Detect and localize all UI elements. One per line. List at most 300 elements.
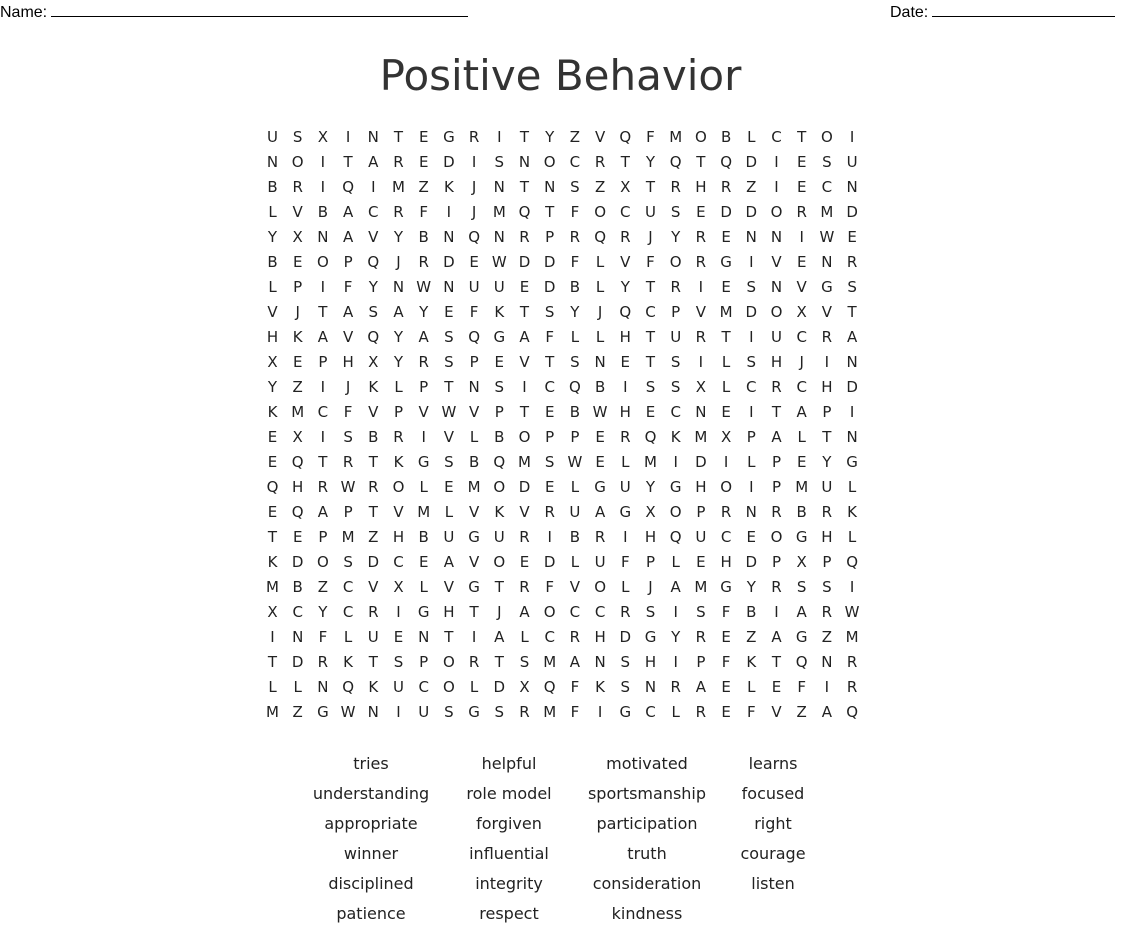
- grid-letter[interactable]: L: [268, 678, 277, 696]
- grid-letter[interactable]: A: [519, 603, 530, 621]
- grid-letter[interactable]: P: [570, 428, 580, 446]
- grid-letter[interactable]: Q: [518, 203, 531, 221]
- grid-letter[interactable]: V: [342, 328, 354, 346]
- grid-letter[interactable]: L: [343, 628, 353, 646]
- grid-letter[interactable]: D: [543, 253, 556, 271]
- grid-letter[interactable]: Q: [342, 678, 354, 696]
- grid-letter[interactable]: K: [443, 178, 454, 196]
- grid-letter[interactable]: C: [821, 178, 833, 196]
- grid-letter[interactable]: U: [594, 553, 606, 571]
- grid-letter[interactable]: Y: [645, 478, 656, 496]
- grid-letter[interactable]: A: [846, 328, 858, 346]
- grid-letter[interactable]: K: [368, 678, 379, 696]
- grid-letter[interactable]: T: [545, 353, 555, 371]
- grid-letter[interactable]: C: [393, 553, 404, 571]
- grid-letter[interactable]: Q: [543, 678, 556, 696]
- grid-letter[interactable]: T: [645, 278, 656, 296]
- grid-letter[interactable]: T: [368, 653, 378, 671]
- grid-letter[interactable]: S: [645, 378, 656, 396]
- grid-letter[interactable]: Y: [645, 153, 656, 171]
- grid-letter[interactable]: M: [795, 478, 809, 496]
- grid-letter[interactable]: Q: [291, 453, 304, 471]
- grid-letter[interactable]: R: [418, 353, 429, 371]
- grid-letter[interactable]: O: [669, 503, 682, 521]
- grid-letter[interactable]: T: [797, 128, 807, 146]
- grid-letter[interactable]: S: [544, 303, 555, 321]
- grid-letter[interactable]: L: [721, 353, 731, 371]
- grid-letter[interactable]: S: [519, 653, 530, 671]
- grid-letter[interactable]: I: [446, 203, 452, 221]
- grid-letter[interactable]: N: [443, 278, 455, 296]
- grid-letter[interactable]: J: [597, 303, 603, 321]
- grid-letter[interactable]: P: [419, 653, 429, 671]
- grid-letter[interactable]: T: [267, 528, 278, 546]
- grid-letter[interactable]: K: [494, 303, 505, 321]
- grid-letter[interactable]: N: [846, 353, 858, 371]
- grid-letter[interactable]: M: [518, 453, 531, 471]
- grid-letter[interactable]: A: [569, 653, 581, 671]
- grid-letter[interactable]: P: [696, 503, 706, 521]
- grid-letter[interactable]: E: [721, 228, 731, 246]
- grid-letter[interactable]: O: [770, 528, 783, 546]
- grid-letter[interactable]: W: [491, 253, 507, 271]
- grid-letter[interactable]: F: [746, 703, 756, 721]
- grid-letter[interactable]: E: [418, 128, 429, 146]
- grid-letter[interactable]: R: [594, 528, 606, 546]
- grid-letter[interactable]: K: [343, 653, 354, 671]
- grid-letter[interactable]: T: [318, 453, 328, 471]
- grid-letter[interactable]: B: [267, 253, 278, 271]
- grid-letter[interactable]: O: [316, 553, 329, 571]
- grid-letter[interactable]: H: [821, 378, 833, 396]
- grid-letter[interactable]: I: [320, 278, 326, 296]
- grid-letter[interactable]: T: [368, 503, 378, 521]
- grid-letter[interactable]: U: [821, 478, 833, 496]
- grid-letter[interactable]: A: [317, 328, 329, 346]
- grid-letter[interactable]: M: [644, 453, 657, 471]
- grid-letter[interactable]: Q: [619, 128, 632, 146]
- grid-letter[interactable]: V: [569, 578, 581, 596]
- grid-letter[interactable]: I: [698, 353, 704, 371]
- grid-letter[interactable]: I: [623, 378, 628, 396]
- grid-letter[interactable]: T: [267, 653, 278, 671]
- grid-letter[interactable]: O: [694, 128, 707, 146]
- grid-letter[interactable]: D: [443, 153, 455, 171]
- grid-letter[interactable]: L: [721, 378, 731, 396]
- grid-letter[interactable]: K: [494, 503, 505, 521]
- name-field[interactable]: [0, 2, 468, 22]
- grid-letter[interactable]: S: [620, 678, 631, 696]
- grid-letter[interactable]: E: [267, 453, 278, 471]
- grid-letter[interactable]: B: [292, 578, 303, 596]
- grid-letter[interactable]: V: [368, 403, 379, 421]
- grid-letter[interactable]: F: [570, 703, 580, 721]
- grid-letter[interactable]: Q: [493, 453, 506, 471]
- grid-letter[interactable]: X: [267, 353, 278, 371]
- grid-letter[interactable]: E: [494, 353, 505, 371]
- grid-letter[interactable]: R: [695, 328, 707, 346]
- grid-letter[interactable]: I: [371, 178, 376, 196]
- grid-letter[interactable]: M: [694, 428, 708, 446]
- grid-letter[interactable]: N: [367, 703, 379, 721]
- grid-letter[interactable]: G: [317, 703, 329, 721]
- grid-letter[interactable]: G: [720, 253, 732, 271]
- grid-letter[interactable]: K: [368, 378, 379, 396]
- grid-letter[interactable]: V: [368, 228, 379, 246]
- grid-letter[interactable]: Z: [594, 178, 606, 196]
- grid-letter[interactable]: T: [519, 178, 530, 196]
- grid-letter[interactable]: S: [393, 653, 404, 671]
- grid-letter[interactable]: L: [268, 278, 277, 296]
- grid-letter[interactable]: Q: [846, 703, 858, 721]
- grid-letter[interactable]: P: [318, 353, 328, 371]
- grid-letter[interactable]: Q: [795, 653, 808, 671]
- grid-letter[interactable]: C: [569, 603, 581, 621]
- grid-letter[interactable]: H: [619, 328, 631, 346]
- grid-letter[interactable]: R: [594, 153, 606, 171]
- grid-letter[interactable]: R: [468, 653, 480, 671]
- grid-letter[interactable]: G: [669, 478, 682, 496]
- grid-letter[interactable]: E: [393, 628, 404, 646]
- grid-letter[interactable]: G: [619, 703, 632, 721]
- grid-letter[interactable]: R: [720, 178, 732, 196]
- grid-letter[interactable]: R: [620, 603, 631, 621]
- grid-letter[interactable]: F: [419, 203, 428, 221]
- grid-letter[interactable]: E: [292, 253, 303, 271]
- grid-letter[interactable]: R: [519, 578, 530, 596]
- grid-letter[interactable]: G: [795, 528, 808, 546]
- grid-letter[interactable]: Q: [594, 228, 606, 246]
- grid-letter[interactable]: I: [799, 228, 804, 246]
- grid-letter[interactable]: D: [619, 628, 632, 646]
- grid-letter[interactable]: P: [771, 453, 782, 471]
- grid-letter[interactable]: K: [746, 653, 757, 671]
- grid-letter[interactable]: G: [821, 278, 833, 296]
- grid-letter[interactable]: Y: [368, 278, 378, 296]
- grid-letter[interactable]: G: [846, 453, 858, 471]
- grid-letter[interactable]: J: [648, 578, 653, 596]
- grid-letter[interactable]: L: [570, 478, 580, 496]
- grid-letter[interactable]: L: [621, 578, 630, 596]
- grid-letter[interactable]: L: [419, 578, 428, 596]
- grid-letter[interactable]: P: [343, 503, 353, 521]
- grid-letter[interactable]: P: [545, 428, 555, 446]
- grid-letter[interactable]: G: [468, 528, 480, 546]
- grid-letter[interactable]: J: [799, 353, 804, 371]
- grid-letter[interactable]: R: [821, 603, 833, 621]
- grid-letter[interactable]: M: [719, 303, 733, 321]
- grid-letter[interactable]: M: [417, 503, 431, 521]
- grid-letter[interactable]: X: [519, 678, 530, 696]
- grid-letter[interactable]: L: [847, 478, 857, 496]
- grid-letter[interactable]: T: [620, 153, 630, 171]
- grid-letter[interactable]: H: [720, 553, 732, 571]
- grid-letter[interactable]: R: [670, 278, 681, 296]
- grid-letter[interactable]: T: [645, 178, 656, 196]
- grid-letter[interactable]: X: [292, 228, 303, 246]
- grid-letter[interactable]: M: [820, 203, 834, 221]
- grid-letter[interactable]: B: [418, 528, 429, 546]
- grid-letter[interactable]: T: [444, 378, 454, 396]
- grid-letter[interactable]: R: [317, 478, 329, 496]
- grid-letter[interactable]: I: [547, 528, 552, 546]
- grid-letter[interactable]: W: [441, 403, 457, 421]
- grid-letter[interactable]: F: [570, 253, 580, 271]
- grid-letter[interactable]: A: [695, 678, 707, 696]
- grid-letter[interactable]: S: [494, 703, 505, 721]
- grid-letter[interactable]: R: [519, 228, 530, 246]
- grid-letter[interactable]: O: [820, 128, 833, 146]
- grid-letter[interactable]: U: [393, 678, 404, 696]
- grid-letter[interactable]: U: [619, 478, 631, 496]
- grid-letter[interactable]: R: [670, 178, 681, 196]
- grid-letter[interactable]: I: [270, 628, 275, 646]
- grid-letter[interactable]: U: [468, 278, 480, 296]
- grid-letter[interactable]: W: [567, 453, 583, 471]
- grid-letter[interactable]: R: [695, 628, 707, 646]
- grid-letter[interactable]: O: [594, 578, 606, 596]
- grid-letter[interactable]: S: [444, 353, 454, 371]
- grid-letter[interactable]: L: [570, 553, 580, 571]
- grid-letter[interactable]: L: [419, 478, 428, 496]
- grid-letter[interactable]: I: [849, 128, 855, 146]
- grid-letter[interactable]: C: [670, 403, 681, 421]
- grid-letter[interactable]: E: [721, 628, 731, 646]
- grid-letter[interactable]: L: [747, 128, 756, 146]
- grid-letter[interactable]: T: [343, 153, 353, 171]
- grid-letter[interactable]: R: [368, 478, 379, 496]
- grid-letter[interactable]: C: [796, 328, 807, 346]
- grid-letter[interactable]: Q: [846, 553, 858, 571]
- grid-letter[interactable]: B: [317, 203, 329, 221]
- grid-letter[interactable]: Z: [292, 378, 303, 396]
- grid-letter[interactable]: G: [493, 328, 506, 346]
- grid-letter[interactable]: P: [822, 403, 832, 421]
- grid-letter[interactable]: U: [771, 328, 782, 346]
- grid-letter[interactable]: P: [771, 553, 782, 571]
- grid-letter[interactable]: E: [796, 153, 807, 171]
- grid-letter[interactable]: D: [543, 278, 556, 296]
- name-blank-line[interactable]: [51, 2, 468, 17]
- grid-letter[interactable]: D: [443, 253, 455, 271]
- grid-letter[interactable]: W: [340, 478, 356, 496]
- grid-letter[interactable]: S: [343, 553, 353, 571]
- grid-letter[interactable]: M: [467, 478, 481, 496]
- grid-letter[interactable]: D: [291, 553, 304, 571]
- grid-letter[interactable]: Y: [671, 228, 681, 246]
- grid-letter[interactable]: E: [267, 503, 278, 521]
- grid-letter[interactable]: C: [418, 678, 429, 696]
- grid-letter[interactable]: S: [343, 428, 353, 446]
- grid-letter[interactable]: Z: [746, 628, 757, 646]
- grid-letter[interactable]: V: [594, 128, 606, 146]
- grid-letter[interactable]: N: [468, 378, 480, 396]
- grid-letter[interactable]: V: [796, 278, 807, 296]
- grid-letter[interactable]: R: [771, 503, 782, 521]
- grid-letter[interactable]: W: [416, 278, 432, 296]
- grid-letter[interactable]: Q: [619, 303, 632, 321]
- grid-letter[interactable]: I: [522, 378, 527, 396]
- grid-letter[interactable]: C: [594, 603, 606, 621]
- grid-letter[interactable]: S: [670, 378, 681, 396]
- grid-letter[interactable]: B: [267, 178, 278, 196]
- grid-letter[interactable]: D: [518, 478, 531, 496]
- grid-letter[interactable]: N: [695, 403, 707, 421]
- grid-letter[interactable]: A: [317, 503, 329, 521]
- grid-letter[interactable]: Y: [393, 228, 404, 246]
- grid-letter[interactable]: J: [295, 303, 300, 321]
- grid-letter[interactable]: C: [342, 578, 354, 596]
- grid-letter[interactable]: T: [645, 328, 656, 346]
- grid-letter[interactable]: U: [367, 628, 379, 646]
- grid-letter[interactable]: A: [771, 428, 782, 446]
- grid-letter[interactable]: R: [342, 453, 354, 471]
- grid-letter[interactable]: G: [468, 703, 480, 721]
- grid-letter[interactable]: R: [569, 228, 581, 246]
- grid-letter[interactable]: O: [291, 153, 304, 171]
- grid-letter[interactable]: Y: [570, 303, 580, 321]
- grid-letter[interactable]: D: [518, 253, 531, 271]
- grid-letter[interactable]: R: [519, 528, 530, 546]
- grid-letter[interactable]: X: [796, 303, 807, 321]
- grid-letter[interactable]: D: [720, 203, 732, 221]
- grid-letter[interactable]: Q: [669, 153, 682, 171]
- grid-letter[interactable]: Z: [418, 178, 429, 196]
- grid-letter[interactable]: C: [368, 203, 379, 221]
- grid-letter[interactable]: E: [595, 428, 605, 446]
- grid-letter[interactable]: Q: [367, 328, 380, 346]
- grid-letter[interactable]: L: [293, 678, 302, 696]
- grid-letter[interactable]: K: [847, 503, 858, 521]
- grid-letter[interactable]: F: [797, 678, 806, 696]
- grid-letter[interactable]: P: [293, 278, 303, 296]
- grid-letter[interactable]: N: [493, 178, 505, 196]
- grid-letter[interactable]: Z: [368, 528, 379, 546]
- grid-letter[interactable]: I: [471, 628, 477, 646]
- grid-letter[interactable]: P: [419, 378, 429, 396]
- grid-letter[interactable]: R: [393, 203, 404, 221]
- grid-letter[interactable]: H: [443, 603, 455, 621]
- grid-letter[interactable]: N: [770, 228, 783, 246]
- grid-letter[interactable]: C: [645, 303, 656, 321]
- grid-letter[interactable]: L: [747, 678, 756, 696]
- grid-letter[interactable]: G: [468, 578, 480, 596]
- grid-letter[interactable]: E: [847, 228, 857, 246]
- grid-letter[interactable]: Q: [367, 253, 380, 271]
- grid-letter[interactable]: H: [619, 403, 631, 421]
- grid-letter[interactable]: U: [493, 278, 505, 296]
- grid-letter[interactable]: R: [519, 703, 530, 721]
- grid-letter[interactable]: Y: [267, 228, 278, 246]
- grid-letter[interactable]: V: [267, 303, 278, 321]
- grid-letter[interactable]: C: [720, 528, 732, 546]
- grid-letter[interactable]: R: [317, 653, 329, 671]
- grid-letter[interactable]: R: [670, 678, 681, 696]
- grid-letter[interactable]: X: [292, 428, 303, 446]
- grid-letter[interactable]: A: [393, 303, 404, 321]
- grid-letter[interactable]: V: [771, 253, 782, 271]
- grid-letter[interactable]: U: [418, 703, 430, 721]
- grid-letter[interactable]: T: [696, 153, 706, 171]
- grid-letter[interactable]: Z: [317, 578, 329, 596]
- grid-letter[interactable]: A: [670, 578, 681, 596]
- grid-letter[interactable]: S: [570, 178, 580, 196]
- grid-letter[interactable]: X: [645, 503, 656, 521]
- grid-letter[interactable]: H: [695, 478, 707, 496]
- grid-letter[interactable]: V: [771, 703, 782, 721]
- grid-letter[interactable]: Y: [419, 303, 429, 321]
- grid-letter[interactable]: T: [645, 353, 656, 371]
- grid-letter[interactable]: A: [821, 703, 833, 721]
- grid-letter[interactable]: Y: [746, 578, 756, 596]
- grid-letter[interactable]: B: [418, 228, 429, 246]
- grid-letter[interactable]: I: [673, 603, 678, 621]
- grid-letter[interactable]: P: [545, 228, 555, 246]
- grid-letter[interactable]: X: [620, 178, 631, 196]
- grid-letter[interactable]: S: [292, 128, 303, 146]
- grid-letter[interactable]: H: [644, 653, 657, 671]
- grid-letter[interactable]: L: [268, 203, 277, 221]
- grid-letter[interactable]: E: [519, 278, 530, 296]
- grid-letter[interactable]: V: [695, 303, 707, 321]
- grid-letter[interactable]: N: [493, 228, 505, 246]
- grid-letter[interactable]: Y: [393, 328, 404, 346]
- grid-letter[interactable]: N: [821, 253, 833, 271]
- grid-letter[interactable]: R: [368, 603, 379, 621]
- grid-letter[interactable]: R: [846, 253, 858, 271]
- grid-letter[interactable]: L: [444, 503, 454, 521]
- grid-letter[interactable]: B: [796, 503, 807, 521]
- grid-letter[interactable]: K: [292, 328, 303, 346]
- grid-letter[interactable]: A: [771, 628, 782, 646]
- grid-letter[interactable]: U: [670, 328, 682, 346]
- grid-letter[interactable]: E: [544, 478, 555, 496]
- grid-letter[interactable]: V: [368, 578, 379, 596]
- grid-letter[interactable]: B: [368, 428, 379, 446]
- grid-letter[interactable]: I: [723, 453, 729, 471]
- grid-letter[interactable]: S: [670, 353, 681, 371]
- grid-letter[interactable]: K: [267, 403, 278, 421]
- grid-letter[interactable]: P: [343, 253, 353, 271]
- grid-letter[interactable]: S: [822, 153, 832, 171]
- grid-letter[interactable]: R: [620, 428, 631, 446]
- grid-letter[interactable]: N: [367, 128, 379, 146]
- grid-letter[interactable]: T: [519, 303, 530, 321]
- grid-letter[interactable]: I: [320, 378, 326, 396]
- grid-letter[interactable]: F: [721, 603, 731, 621]
- grid-letter[interactable]: D: [543, 553, 556, 571]
- grid-letter[interactable]: H: [695, 178, 707, 196]
- grid-letter[interactable]: I: [774, 153, 779, 171]
- grid-letter[interactable]: G: [644, 628, 657, 646]
- grid-letter[interactable]: S: [368, 303, 379, 321]
- grid-letter[interactable]: B: [569, 403, 581, 421]
- grid-letter[interactable]: M: [694, 578, 708, 596]
- grid-letter[interactable]: B: [569, 278, 581, 296]
- grid-letter[interactable]: S: [746, 353, 757, 371]
- grid-letter[interactable]: D: [846, 203, 858, 221]
- grid-letter[interactable]: O: [594, 203, 606, 221]
- grid-letter[interactable]: G: [417, 453, 430, 471]
- grid-letter[interactable]: S: [670, 203, 681, 221]
- grid-letter[interactable]: J: [497, 603, 502, 621]
- grid-letter[interactable]: L: [847, 528, 857, 546]
- grid-letter[interactable]: S: [822, 578, 832, 596]
- grid-letter[interactable]: J: [648, 228, 653, 246]
- grid-letter[interactable]: N: [266, 153, 279, 171]
- grid-letter[interactable]: W: [592, 403, 608, 421]
- grid-letter[interactable]: U: [645, 203, 656, 221]
